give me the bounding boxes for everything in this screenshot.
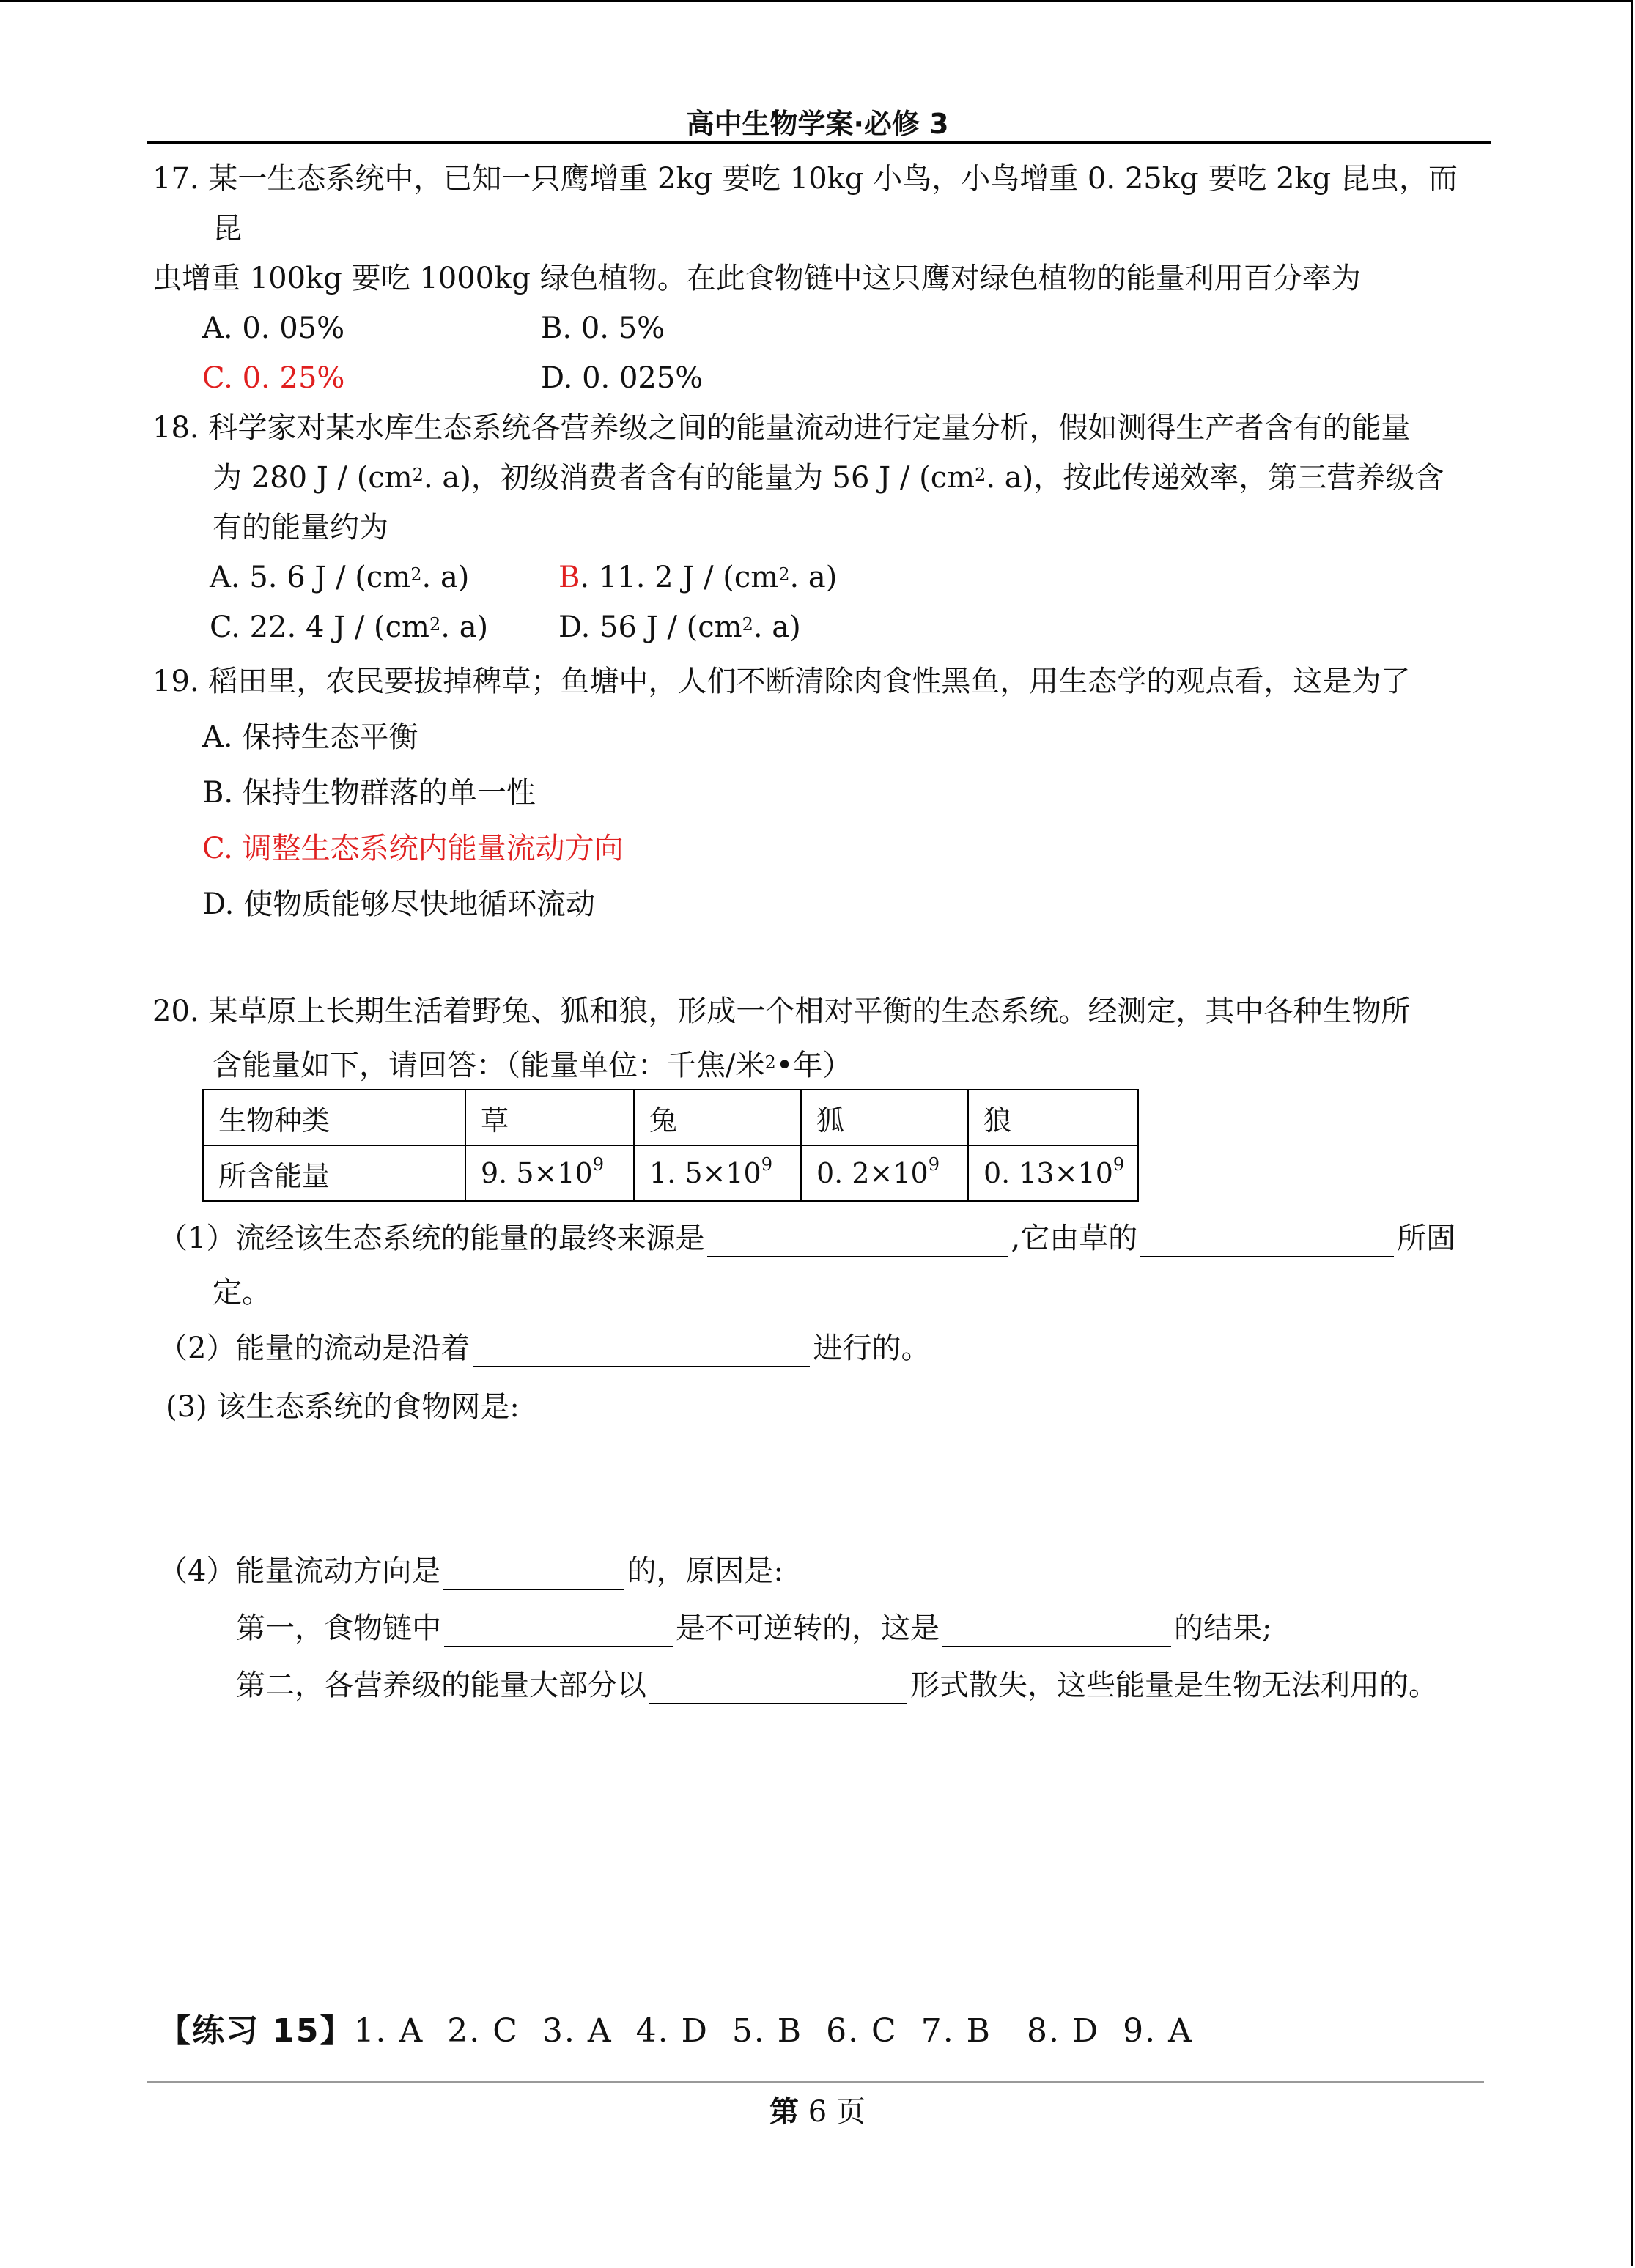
answer-blank[interactable] bbox=[443, 1559, 624, 1590]
q20-part1-line2: 定。 bbox=[213, 1276, 271, 1310]
header-rule bbox=[147, 141, 1491, 144]
table-cell: 1. $5\times 10^9$ bbox=[634, 1145, 801, 1201]
table-header-cell: 兔 bbox=[634, 1090, 801, 1145]
answer-blank[interactable] bbox=[473, 1337, 810, 1367]
answer-blank[interactable] bbox=[1140, 1227, 1394, 1257]
q18-option-d: D. 56 J / ($cm^2$. a) bbox=[558, 610, 801, 644]
answer-key-text: 1. A 2. C 3. A 4. D 5. B 6. C 7. B 8. D 9. A bbox=[353, 2012, 1193, 2050]
table-row bbox=[203, 1145, 1138, 1201]
q19-option-a: A. 保持生态平衡 bbox=[202, 720, 418, 754]
q19-option-d: D. 使物质能够尽快地循环流动 bbox=[202, 887, 596, 921]
table-header-cell: 狼 bbox=[968, 1090, 1138, 1145]
q20-part4-line1: （4）能量流动方向是 的，原因是: bbox=[158, 1552, 783, 1590]
q17-option-c: C. 0. 25% bbox=[202, 361, 345, 395]
q19-stem: 19. 稻田里，农民要拔掉稗草；鱼塘中，人们不断清除肉食性黑鱼，用生态学的观点看，这是为了 bbox=[152, 665, 1411, 698]
table-header-cell: 生物种类 bbox=[203, 1090, 465, 1145]
answer-key bbox=[158, 2011, 1193, 2052]
q17-option-a: A. 0. 05% bbox=[202, 311, 345, 345]
q17-stem-line2: 昆 bbox=[213, 212, 242, 245]
q18-stem-line3: 有的能量约为 bbox=[213, 511, 388, 544]
page-number: 6 bbox=[808, 2095, 827, 2129]
q18-stem-line2: 为 280 J / ($cm^2$. a)，初级消费者含有的能量为 56 J / ($cm^2$. a)，按此传递效率，第三营养级含 bbox=[213, 461, 1444, 495]
q20-stem-line2: 含能量如下，请回答：（能量单位：千焦/米$^2$•年） bbox=[213, 1049, 852, 1082]
answer-blank[interactable] bbox=[444, 1617, 673, 1647]
q20-part4-line3: 第二，各营养级的能量大部分以 形式散失，这些能量是生物无法利用的。 bbox=[236, 1666, 1438, 1704]
table-cell: 9. $5\times 10^9$ bbox=[465, 1145, 634, 1201]
table-header-cell: 草 bbox=[465, 1090, 634, 1145]
q18-option-c: C. 22. 4 J / ($cm^2$. a) bbox=[210, 610, 489, 644]
table-row-label: 所含能量 bbox=[203, 1145, 465, 1201]
q18-option-a: A. 5. 6 J / ($cm^2$. a) bbox=[210, 561, 470, 594]
page-footer: 第 6 页 bbox=[769, 2094, 866, 2129]
q17-stem-line3: 虫增重 100kg 要吃 1000kg 绿色植物。在此食物链中这只鹰对绿色植物的能量利用百分率为 bbox=[152, 262, 1361, 295]
q20-part1-line1: （1）流经该生态系统的能量的最终来源是 ,它由草的 所固 bbox=[158, 1219, 1455, 1257]
answer-blank[interactable] bbox=[942, 1617, 1171, 1647]
page-header-title: 高中生物学案·必修 3 bbox=[686, 108, 949, 140]
answer-blank[interactable] bbox=[649, 1674, 907, 1704]
q20-part2: （2）能量的流动是沿着 进行的。 bbox=[158, 1329, 930, 1367]
table-cell: 0. $13\times 10^9$ bbox=[968, 1145, 1138, 1201]
q20-part3: (3) 该生态系统的食物网是: bbox=[166, 1390, 520, 1424]
table-header-cell: 狐 bbox=[801, 1090, 968, 1145]
q17-option-b: B. 0. 5% bbox=[541, 311, 665, 345]
answer-key-label: 【练习 15】 bbox=[158, 2012, 354, 2050]
table-cell: 0. $2\times 10^9$ bbox=[801, 1145, 968, 1201]
q20-part4-line2: 第一，食物链中 是不可逆转的，这是 的结果; bbox=[236, 1609, 1272, 1647]
energy-table bbox=[202, 1089, 1139, 1202]
table-row bbox=[203, 1090, 1138, 1145]
footer-rule bbox=[147, 2081, 1484, 2083]
q17-option-d: D. 0. 025% bbox=[541, 361, 704, 395]
q18-option-b: B. 11. 2 J / ($cm^2$. a) bbox=[558, 561, 838, 594]
q20-stem-line1: 20. 某草原上长期生活着野兔、狐和狼，形成一个相对平衡的生态系统。经测定，其中各种生物所 bbox=[152, 994, 1411, 1028]
q19-option-c: C. 调整生态系统内能量流动方向 bbox=[202, 832, 624, 865]
answer-blank[interactable] bbox=[707, 1227, 1008, 1257]
q18-stem-line1: 18. 科学家对某水库生态系统各营养级之间的能量流动进行定量分析，假如测得生产者含有的能量 bbox=[152, 411, 1411, 445]
q17-stem-line1: 17. 某一生态系统中，已知一只鹰增重 2kg 要吃 10kg 小鸟，小鸟增重 0. 25kg 要吃 2kg 昆虫，而 bbox=[152, 162, 1458, 196]
q19-option-b: B. 保持生物群落的单一性 bbox=[202, 776, 536, 810]
